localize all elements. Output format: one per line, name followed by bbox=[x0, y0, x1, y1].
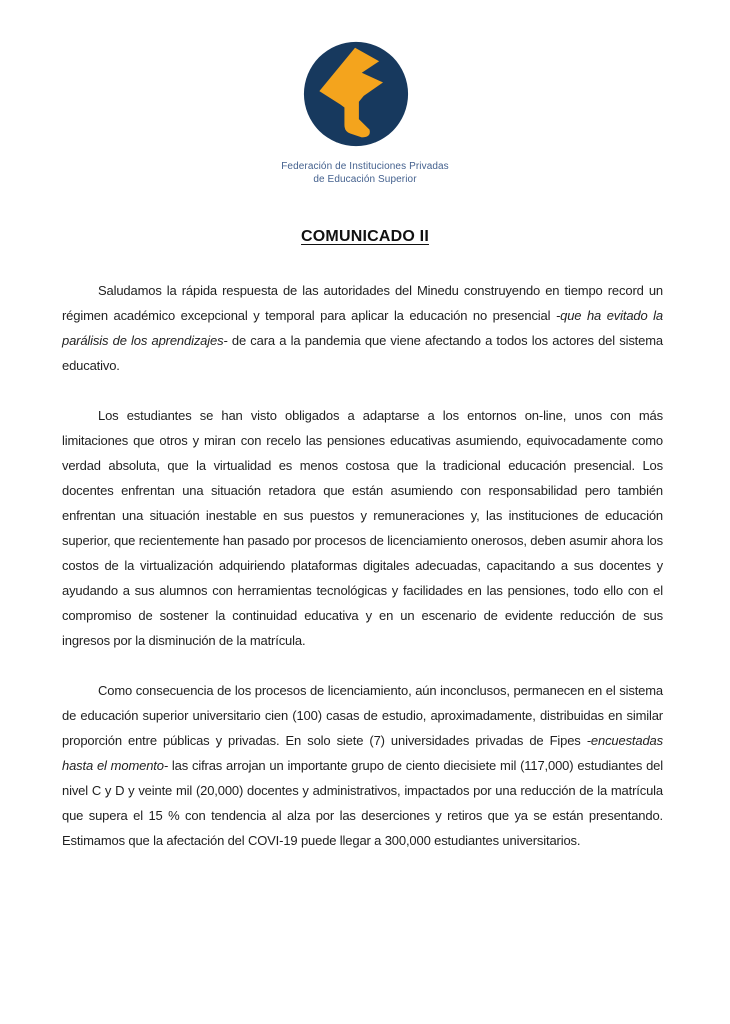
comunicado-title: COMUNICADO II bbox=[301, 228, 429, 245]
text-run: Saludamos la rápida respuesta de las autoridades del Minedu construyendo en tiempo record un régimen académico excepcional y temporal para aplicar la educación no presencial bbox=[62, 283, 663, 323]
logo-caption-line1: Federación de Instituciones Privadas bbox=[281, 161, 449, 172]
paragraphs bbox=[62, 278, 663, 878]
text-run: -que ha evitado la parálisis de los aprendizajes- bbox=[62, 308, 663, 348]
logo-block bbox=[0, 40, 730, 186]
text-run: Como consecuencia de los procesos de licenciamiento, aún inconclusos, permanecen en el sistema de educación superior universitario cien (100) casas de estudio, aproximadamente, distribuidas en similar proporción entre públicas y privadas. En solo siete (7) universidades privadas de Fipes bbox=[62, 683, 663, 748]
text-run: -encuestadas hasta el momento- bbox=[62, 733, 663, 773]
text-run: Los estudiantes se han visto obligados a adaptarse a los entornos on-line, unos con más limitaciones que otros y miran con recelo las pensiones educativas asumiendo, equivocadamente como verdad absoluta, que la virtualidad es menos costosa que la tradicional educación presencial. Los docentes enfrentan una situación retadora que están asumiendo con responsabilidad pero también enfrentan una situación inestable en sus puestos y remuneraciones y, las instituciones de educación superior, que recientemente han pasado por procesos de licenciamiento onerosos, deben asumir ahora los costos de la virtualización adquiriendo plataformas digitales adecuadas, capacitando a sus docentes y ayudando a sus alumnos con herramientas tecnológicas y facilidades en las pensiones, todo ello con el compromiso de sostener la continuidad educativa y en un escenario de evidente reducción de sus ingresos por la disminución de la matrícula. bbox=[62, 408, 663, 648]
paragraph bbox=[62, 278, 663, 378]
paragraph bbox=[62, 678, 663, 853]
paragraph bbox=[62, 403, 663, 653]
text-run: de cara a la pandemia que viene afectando a todos los actores del sistema educativo. bbox=[62, 333, 663, 373]
logo-caption bbox=[281, 160, 449, 186]
logo-caption-line2: de Educación Superior bbox=[313, 174, 417, 185]
text-run: las cifras arrojan un importante grupo de ciento diecisiete mil (117,000) estudiantes del nivel C y D y veinte mil (20,000) docentes y administrativos, impactados por una reducción de la matrícula que supera el 15 % con tendencia al alza por las deserciones y retiros que ya se están presentando. Estimamos que la afectación del COVI-19 puede llegar a 300,000 estudiantes universitarios. bbox=[62, 758, 663, 848]
fipes-logo-icon bbox=[302, 40, 410, 148]
